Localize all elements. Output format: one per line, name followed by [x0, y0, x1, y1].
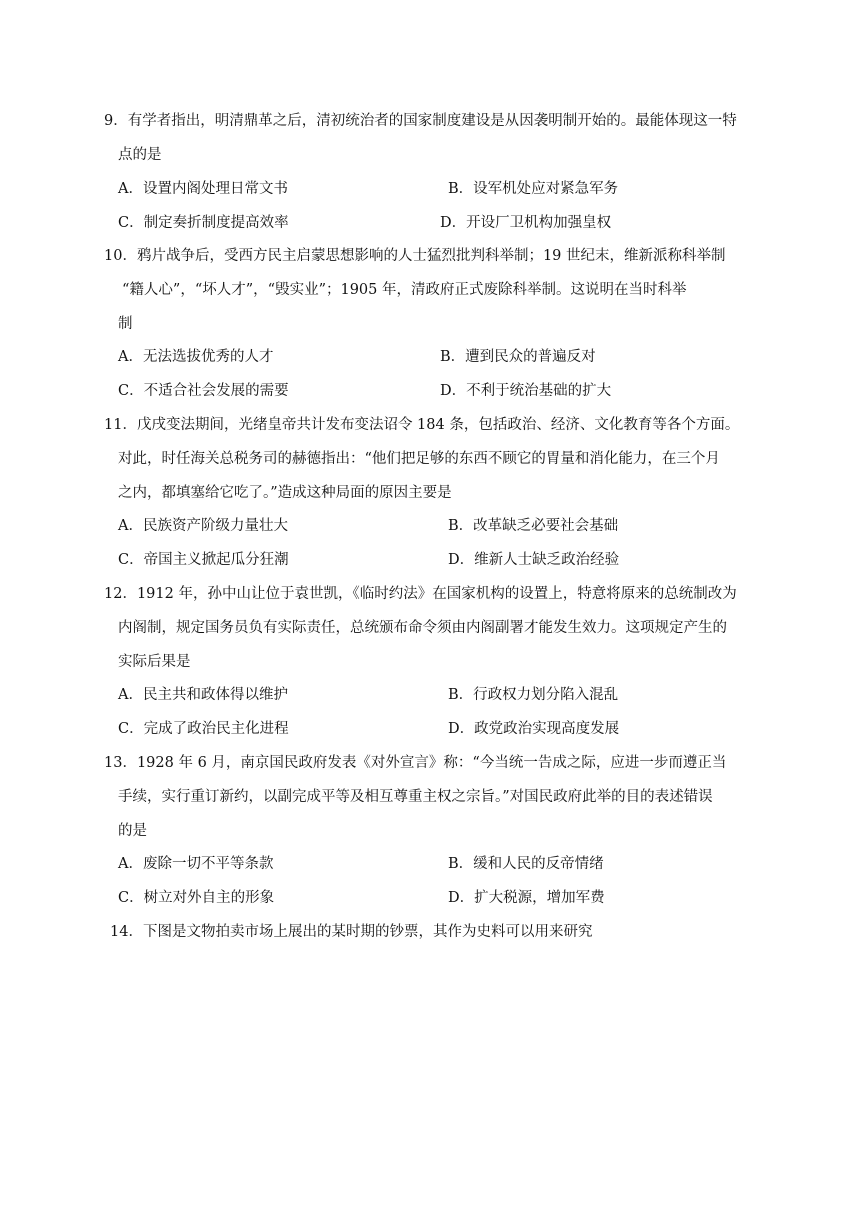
question-12-option-c: C．完成了政治民主化进程 — [118, 721, 289, 737]
question-12-option-d: D．政党政治实现高度发展 — [448, 721, 620, 737]
question-10-option-a: A．无法选拔优秀的人才 — [118, 349, 274, 365]
question-12-line-2: 内阁制，规定国务员负有实际责任，总统颁布命令须由内阁副署才能发生效力。这项规定产生的 — [118, 620, 727, 636]
question-14-line-1: 14．下图是文物拍卖市场上展出的某时期的钞票，其作为史料可以用来研究 — [110, 924, 593, 940]
question-13-option-d: D．扩大税源，增加军费 — [448, 890, 605, 906]
question-10-line-3: 制 — [118, 316, 133, 332]
question-10-line-2: “籍人心”，“坏人才”，“毁实业”；1905 年，清政府正式废除科举制。这说明在当时科举 — [122, 282, 687, 298]
question-9-option-a: A．设置内阁处理日常文书 — [118, 181, 288, 197]
question-11-line-2: 对此，时任海关总税务司的赫德指出：“他们把足够的东西不顾它的胃量和消化能力，在三个月 — [118, 451, 720, 467]
question-10-option-d: D．不利于统治基础的扩大 — [440, 383, 612, 399]
question-12-option-a: A．民主共和政体得以维护 — [118, 687, 288, 703]
question-9-option-b: B．设军机处应对紧急军务 — [448, 181, 619, 197]
question-10-line-1: 10．鸦片战争后，受西方民主启蒙思想影响的人士猛烈批判科举制；19 世纪末，维新派称科举制 — [104, 248, 726, 264]
question-11-option-b: B．改革缺乏必要社会基础 — [448, 518, 619, 534]
question-9-option-d: D．开设厂卫机构加强皇权 — [440, 215, 612, 231]
question-11-line-1: 11．戊戌变法期间，光绪皇帝共计发布变法诏令 184 条，包括政治、经济、文化教育等各个方面。 — [104, 417, 740, 433]
question-9-line-1: 9．有学者指出，明清鼎革之后，清初统治者的国家制度建设是从因袭明制开始的。最能体现这一特 — [104, 113, 737, 129]
question-13-line-2: 手续，实行重订新约，以副完成平等及相互尊重主权之宗旨。”对国民政府此举的目的表述错误 — [118, 789, 713, 805]
question-13-line-3: 的是 — [118, 823, 147, 839]
question-13-line-1: 13．1928 年 6 月，南京国民政府发表《对外宣言》称：“今当统一告成之际，应进一步而遵正当 — [104, 755, 727, 771]
question-11-line-3: 之内，都填塞给它吃了。”造成这种局面的原因主要是 — [118, 485, 452, 501]
question-12-line-1: 12．1912 年，孙中山让位于袁世凯，《临时约法》在国家机构的设置上，特意将原来的总统制改为 — [104, 586, 737, 602]
question-9-line-2: 点的是 — [118, 147, 162, 163]
question-11-option-d: D．维新人士缺乏政治经验 — [448, 552, 620, 568]
question-13-option-b: B．缓和人民的反帝情绪 — [448, 856, 604, 872]
question-12-line-3: 实际后果是 — [118, 654, 191, 670]
question-11-option-a: A．民族资产阶级力量壮大 — [118, 518, 288, 534]
question-10-option-b: B．遭到民众的普遍反对 — [440, 349, 596, 365]
question-12-option-b: B．行政权力划分陷入混乱 — [448, 687, 619, 703]
question-9-option-c: C．制定奏折制度提高效率 — [118, 215, 289, 231]
question-13-option-c: C．树立对外自主的形象 — [118, 890, 275, 906]
question-11-option-c: C．帝国主义掀起瓜分狂潮 — [118, 552, 289, 568]
question-13-option-a: A．废除一切不平等条款 — [118, 856, 274, 872]
question-10-option-c: C．不适合社会发展的需要 — [118, 383, 289, 399]
